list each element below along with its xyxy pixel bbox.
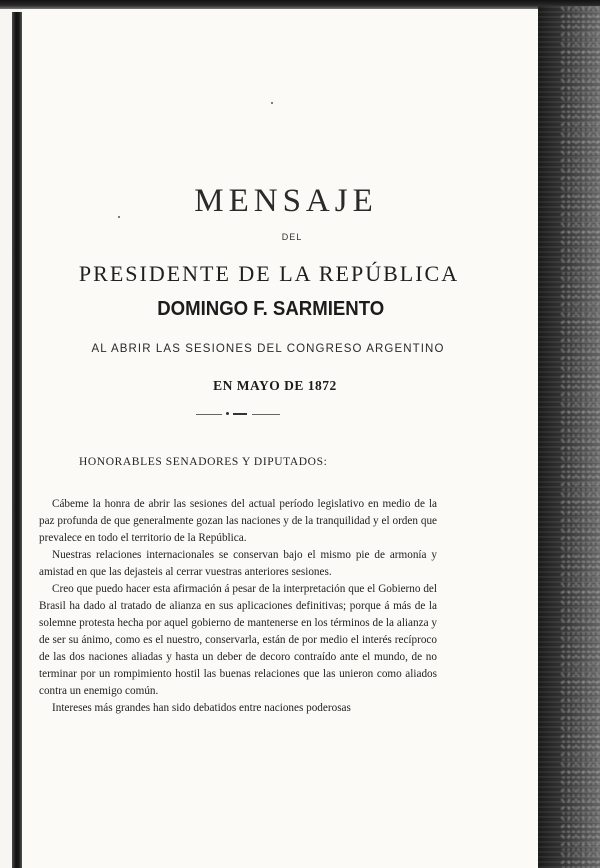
- scan-top-border: [0, 0, 600, 9]
- ink-speck: [271, 102, 273, 104]
- body-text: [39, 496, 437, 717]
- document-title: MENSAJE: [194, 183, 378, 219]
- paragraph: Nuestras relaciones internacionales se conservan bajo el mismo pie de armonía y amistad en que las dejasteis al cerrar vuestras anteriores sesiones.: [39, 549, 437, 578]
- ornament-divider: [196, 411, 280, 417]
- scan-right-edge: [538, 6, 600, 868]
- scan-left-border: [12, 12, 22, 868]
- paragraph: Cábeme la honra de abrir las sesiones del actual período legislativo en medio de la paz profunda de que generalmente gozan las naciones y de la tranquilidad y el orden que prevalece en todo el territorio de la República.: [39, 498, 437, 544]
- document-nombre: DOMINGO F. SARMIENTO: [157, 298, 385, 320]
- document-page: [22, 9, 538, 868]
- document-ocasion: AL ABRIR LAS SESIONES DEL CONGRESO ARGENTINO: [91, 343, 445, 355]
- paragraph: Intereses más grandes han sido debatidos entre naciones poderosas: [52, 702, 351, 714]
- document-fecha: EN MAYO DE 1872: [213, 378, 337, 393]
- paragraph: Creo que puedo hacer esta afirmación á pesar de la interpretación que el Gobierno del Brasil ha dado al tratado de alianza en sus aplicaciones definitivas; porque á más de la solemne protesta hecha por aquel gobierno de mantenerse en los términos de la alianza y de ser su ánimo, como es el nuestro, conservarla, están de por medio el interés recíproco de las dos naciones aliadas y hasta un deber de decoro contraído ante el mundo, de no terminar por un rompimiento hostil las buenas relaciones que las unieron como aliados contra un enemigo común.: [39, 583, 437, 697]
- salutation: HONORABLES SENADORES Y DIPUTADOS:: [79, 456, 328, 468]
- document-presidente: PRESIDENTE DE LA REPÚBLICA: [78, 261, 460, 286]
- document-del: DEL: [281, 232, 303, 242]
